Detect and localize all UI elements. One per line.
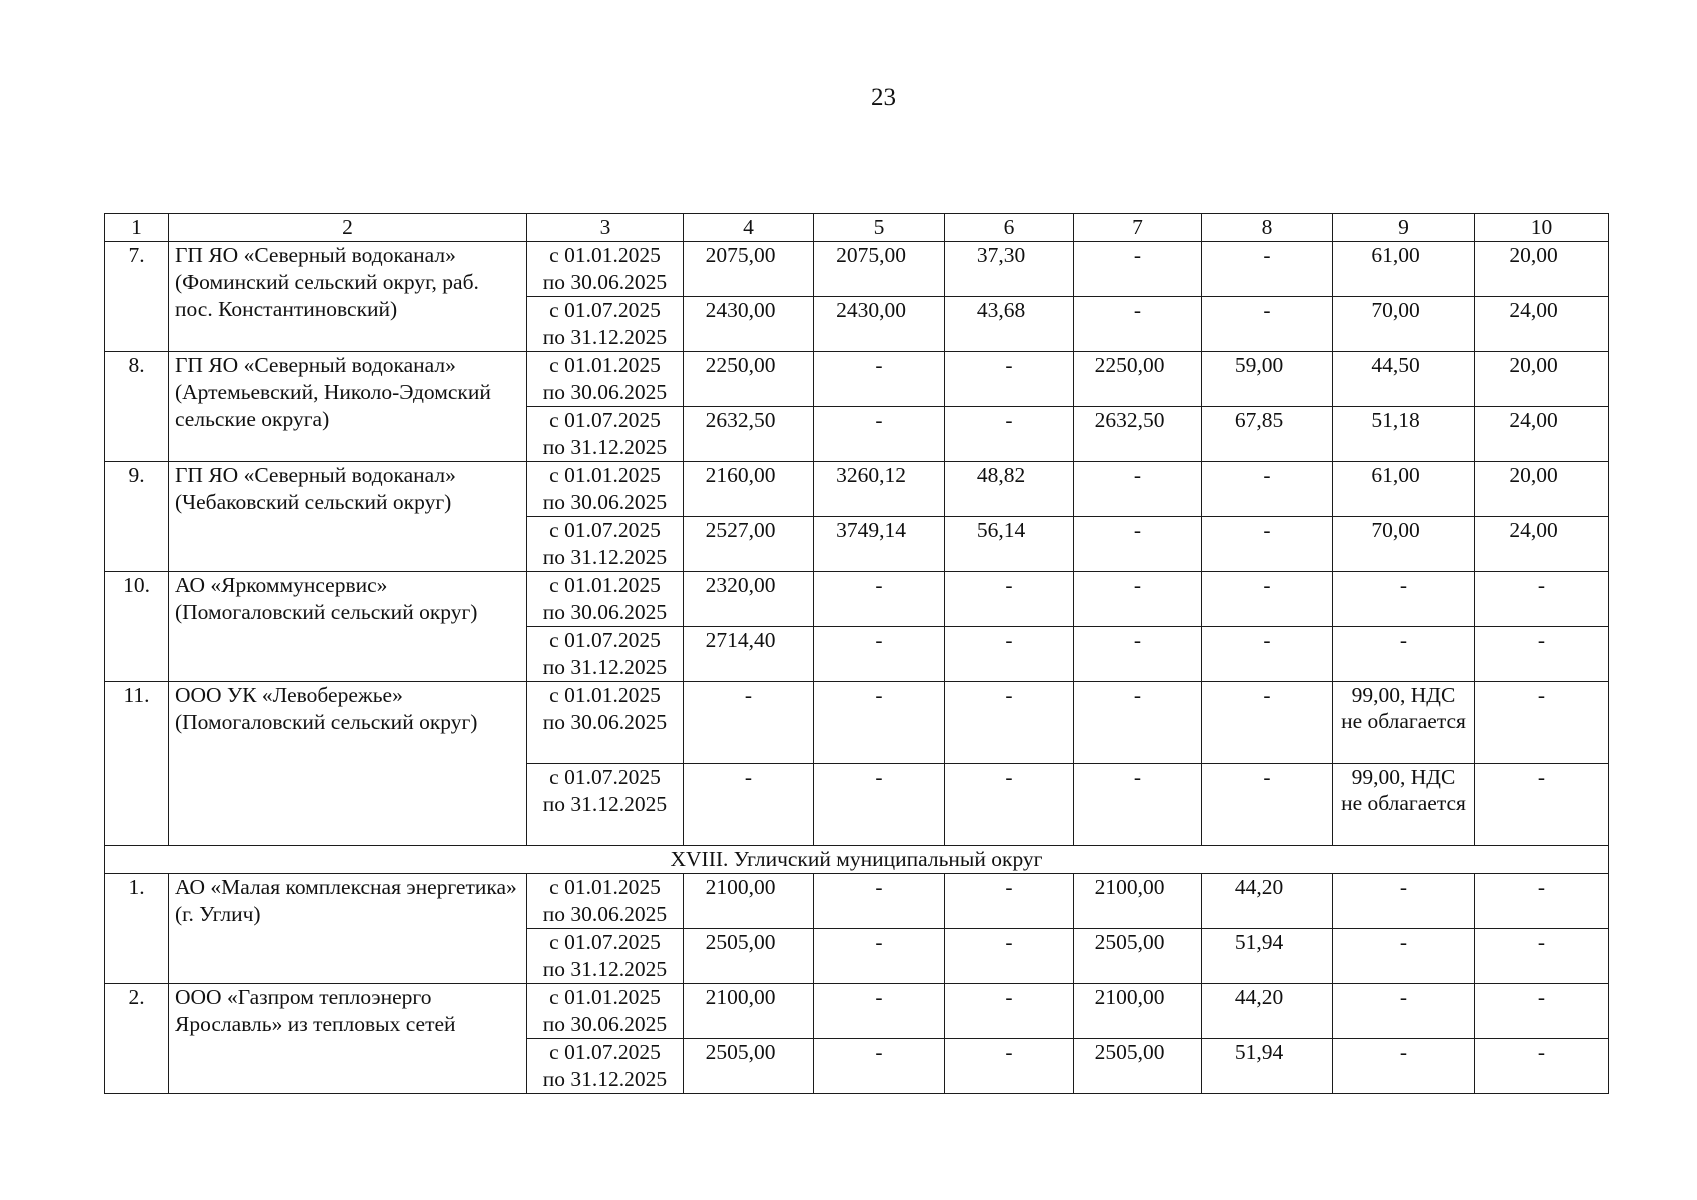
period-line: с 01.07.2025 (549, 408, 661, 432)
value-cell: - (1333, 1039, 1475, 1094)
period-line: по 30.06.2025 (542, 1012, 668, 1036)
value-cell: - (1202, 764, 1333, 846)
value-cell: 2430,00 (814, 297, 945, 352)
value-cell: - (1202, 572, 1333, 627)
organization-name: ГП ЯО «Северный водоканал» (Чебаковский сельский округ) (169, 462, 527, 572)
header-row (105, 214, 1609, 242)
value-cell: - (814, 407, 945, 462)
value-cell: - (1475, 984, 1609, 1039)
organization-name: ГП ЯО «Северный водоканал» (Фоминский сельский округ, раб. пос. Константиновский) (169, 242, 527, 352)
table-row (105, 572, 1609, 627)
value-cell: - (945, 874, 1074, 929)
period-line: с 01.07.2025 (549, 518, 661, 542)
value-cell: 2250,00 (1074, 352, 1202, 407)
value-cell: 2100,00 (684, 874, 814, 929)
value-cell: - (945, 627, 1074, 682)
value-cell: 2632,50 (684, 407, 814, 462)
value-cell: - (1202, 297, 1333, 352)
value-cell: - (814, 929, 945, 984)
period-line: с 01.01.2025 (549, 985, 661, 1009)
period-cell (527, 407, 684, 462)
value-cell: 70,00 (1333, 517, 1475, 572)
value-cell: 2527,00 (684, 517, 814, 572)
tariff-table (104, 213, 1609, 1094)
value-cell: 43,68 (945, 297, 1074, 352)
value-cell: 99,00, НДС не облагается (1333, 682, 1475, 764)
value-cell: - (1475, 929, 1609, 984)
period-line: с 01.07.2025 (549, 1040, 661, 1064)
period-cell (527, 874, 684, 929)
value-cell: 24,00 (1475, 297, 1609, 352)
value-cell: 48,82 (945, 462, 1074, 517)
column-header: 10 (1475, 214, 1609, 242)
value-cell: 44,50 (1333, 352, 1475, 407)
value-cell: - (1475, 764, 1609, 846)
period-cell (527, 764, 684, 846)
column-header: 7 (1074, 214, 1202, 242)
period-line: по 30.06.2025 (542, 600, 668, 624)
period-cell (527, 572, 684, 627)
value-cell: - (814, 682, 945, 764)
value-cell: 56,14 (945, 517, 1074, 572)
value-cell: - (1074, 462, 1202, 517)
table-body (105, 214, 1609, 1094)
value-cell: - (814, 984, 945, 1039)
period-line: с 01.01.2025 (549, 683, 661, 707)
row-number: 11. (105, 682, 169, 846)
value-cell: 2505,00 (1074, 1039, 1202, 1094)
value-cell: 2505,00 (1074, 929, 1202, 984)
value-cell: 2320,00 (684, 572, 814, 627)
row-number: 8. (105, 352, 169, 462)
value-cell: - (814, 874, 945, 929)
column-header: 9 (1333, 214, 1475, 242)
value-cell: - (684, 764, 814, 846)
value-cell: 70,00 (1333, 297, 1475, 352)
period-line: по 31.12.2025 (542, 435, 668, 459)
value-cell: - (1202, 627, 1333, 682)
value-cell: - (1475, 572, 1609, 627)
column-header: 4 (684, 214, 814, 242)
value-cell: - (1074, 764, 1202, 846)
section-row (105, 846, 1609, 874)
page-number: 23 (871, 84, 896, 111)
period-cell (527, 682, 684, 764)
value-cell: - (1333, 874, 1475, 929)
value-cell: 3260,12 (814, 462, 945, 517)
value-cell: - (814, 1039, 945, 1094)
value-cell: 3749,14 (814, 517, 945, 572)
value-cell: - (1074, 572, 1202, 627)
value-cell: - (1074, 517, 1202, 572)
table-row (105, 352, 1609, 407)
value-cell: 44,20 (1202, 874, 1333, 929)
organization-name: ООО УК «Левобережье» (Помогаловский сельский округ) (169, 682, 527, 846)
period-line: по 30.06.2025 (542, 270, 668, 294)
period-line: по 30.06.2025 (542, 380, 668, 404)
value-cell: 2075,00 (684, 242, 814, 297)
period-cell (527, 462, 684, 517)
row-number: 1. (105, 874, 169, 984)
period-line: по 30.06.2025 (542, 490, 668, 514)
value-cell: - (1074, 242, 1202, 297)
value-cell: 61,00 (1333, 242, 1475, 297)
period-cell (527, 627, 684, 682)
value-cell: - (945, 407, 1074, 462)
period-line: по 30.06.2025 (542, 902, 668, 926)
value-cell: 99,00, НДС не облагается (1333, 764, 1475, 846)
value-cell: 20,00 (1475, 352, 1609, 407)
value-cell: - (1475, 874, 1609, 929)
organization-name: ГП ЯО «Северный водоканал» (Артемьевский, Николо-Эдомский сельские округа) (169, 352, 527, 462)
period-cell (527, 352, 684, 407)
value-cell: 2160,00 (684, 462, 814, 517)
value-cell: - (1202, 242, 1333, 297)
value-cell: 24,00 (1475, 407, 1609, 462)
value-cell: - (814, 572, 945, 627)
row-number: 10. (105, 572, 169, 682)
section-title: XVIII. Угличский муниципальный округ (105, 846, 1609, 874)
value-cell: 2075,00 (814, 242, 945, 297)
period-cell (527, 297, 684, 352)
value-cell: - (1202, 682, 1333, 764)
value-cell: 51,94 (1202, 1039, 1333, 1094)
row-number: 9. (105, 462, 169, 572)
value-cell: - (945, 764, 1074, 846)
column-header: 8 (1202, 214, 1333, 242)
period-line: с 01.07.2025 (549, 765, 661, 789)
value-cell: - (1074, 682, 1202, 764)
period-line: по 31.12.2025 (542, 545, 668, 569)
value-cell: - (945, 1039, 1074, 1094)
value-cell: - (1202, 462, 1333, 517)
column-header: 2 (169, 214, 527, 242)
value-cell: - (1333, 929, 1475, 984)
period-line: с 01.01.2025 (549, 573, 661, 597)
value-cell: 2100,00 (684, 984, 814, 1039)
value-cell: 2505,00 (684, 929, 814, 984)
period-cell (527, 984, 684, 1039)
value-cell: - (1202, 517, 1333, 572)
value-cell: - (945, 682, 1074, 764)
value-cell: 67,85 (1202, 407, 1333, 462)
value-cell: - (1333, 572, 1475, 627)
table-row (105, 462, 1609, 517)
column-header: 6 (945, 214, 1074, 242)
period-line: по 31.12.2025 (542, 957, 668, 981)
table-row (105, 242, 1609, 297)
value-cell: - (1475, 682, 1609, 764)
period-line: с 01.07.2025 (549, 298, 661, 322)
column-header: 3 (527, 214, 684, 242)
value-cell: 2100,00 (1074, 874, 1202, 929)
organization-name: ООО «Газпром теплоэнерго Ярославль» из тепловых сетей (169, 984, 527, 1094)
value-cell: 20,00 (1475, 242, 1609, 297)
value-cell: 44,20 (1202, 984, 1333, 1039)
period-cell (527, 929, 684, 984)
value-cell: - (945, 352, 1074, 407)
value-cell: - (1475, 627, 1609, 682)
period-line: по 31.12.2025 (542, 792, 668, 816)
column-header: 1 (105, 214, 169, 242)
table-row (105, 874, 1609, 929)
value-cell: 51,18 (1333, 407, 1475, 462)
row-number: 2. (105, 984, 169, 1094)
value-cell: 24,00 (1475, 517, 1609, 572)
period-line: с 01.01.2025 (549, 463, 661, 487)
value-cell: 2250,00 (684, 352, 814, 407)
value-cell: 37,30 (945, 242, 1074, 297)
period-line: с 01.07.2025 (549, 628, 661, 652)
period-line: по 31.12.2025 (542, 1067, 668, 1091)
organization-name: АО «Малая комплексная энергетика» (г. Углич) (169, 874, 527, 984)
value-cell: - (814, 764, 945, 846)
value-cell: - (1475, 1039, 1609, 1094)
value-cell: - (1333, 627, 1475, 682)
value-cell: - (1074, 627, 1202, 682)
value-cell: 2430,00 (684, 297, 814, 352)
period-cell (527, 242, 684, 297)
value-cell: 2714,40 (684, 627, 814, 682)
value-cell: - (814, 627, 945, 682)
value-cell: - (684, 682, 814, 764)
value-cell: 2632,50 (1074, 407, 1202, 462)
value-cell: - (1074, 297, 1202, 352)
period-cell (527, 1039, 684, 1094)
value-cell: - (945, 929, 1074, 984)
column-header: 5 (814, 214, 945, 242)
period-line: с 01.01.2025 (549, 875, 661, 899)
table-row (105, 984, 1609, 1039)
value-cell: 59,00 (1202, 352, 1333, 407)
value-cell: 51,94 (1202, 929, 1333, 984)
period-line: с 01.01.2025 (549, 353, 661, 377)
value-cell: 2505,00 (684, 1039, 814, 1094)
value-cell: - (1333, 984, 1475, 1039)
organization-name: АО «Яркоммунсервис» (Помогаловский сельский округ) (169, 572, 527, 682)
table-row (105, 682, 1609, 764)
period-cell (527, 517, 684, 572)
value-cell: 20,00 (1475, 462, 1609, 517)
value-cell: - (814, 352, 945, 407)
value-cell: 2100,00 (1074, 984, 1202, 1039)
row-number: 7. (105, 242, 169, 352)
period-line: по 30.06.2025 (542, 710, 668, 734)
period-line: с 01.07.2025 (549, 930, 661, 954)
period-line: по 31.12.2025 (542, 325, 668, 349)
period-line: с 01.01.2025 (549, 243, 661, 267)
value-cell: - (945, 572, 1074, 627)
period-line: по 31.12.2025 (542, 655, 668, 679)
value-cell: 61,00 (1333, 462, 1475, 517)
value-cell: - (945, 984, 1074, 1039)
